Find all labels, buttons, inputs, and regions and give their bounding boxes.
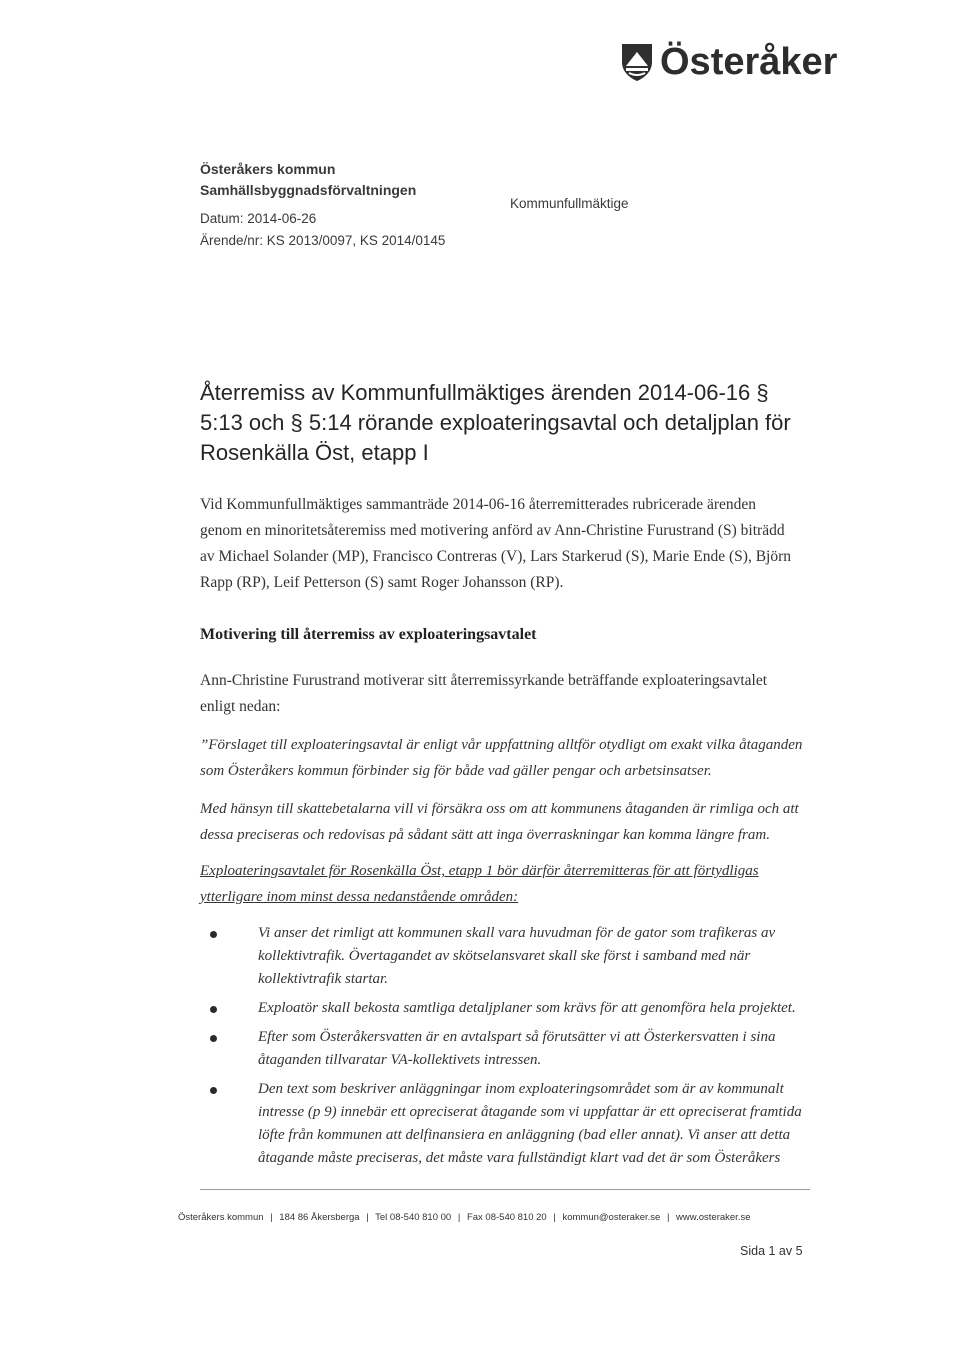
coat-of-arms-icon <box>620 42 654 82</box>
list-item: Efter som Österåkersvatten är en avtalspart så förutsätter vi att Österkersvatten i sina åtaganden tillvaratar VA-kollektivets intressen. <box>200 1026 810 1072</box>
footer-address: 184 86 Åkersberga <box>279 1212 360 1223</box>
motivation-intro: Ann-Christine Furustrand motiverar sitt återremissyrkande beträffande exploateringsavtalet enligt nedan: <box>200 672 768 715</box>
bullet-icon <box>210 931 217 938</box>
footer-website: www.osteraker.se <box>676 1212 751 1223</box>
document-title: Återremiss av Kommunfullmäktiges ärenden 2014-06-16 § 5:13 och § 5:14 rörande exploateringsavtal och detaljplan för Rosenkälla Öst, etapp I <box>200 380 791 465</box>
list-item: Den text som beskriver anläggningar inom exploateringsområdet som är av kommunalt intresse (p 9) innebär ett opreciserat åtagande som vi uppfattar är ett opreciserat framtida löfte från kommunen att delfinansiera en anläggning (bad eller annat). Vi anser att detta åtagande måste preciseras, det måste vara fullständigt klart vad det är som Österåkers <box>200 1078 810 1170</box>
case-number: Ärende/nr: KS 2013/0097, KS 2014/0145 <box>200 233 446 248</box>
sender-organization: Österåkers kommun <box>200 161 336 177</box>
bullet-icon <box>210 1006 217 1013</box>
bullet-icon <box>210 1087 217 1094</box>
intro-paragraph: Vid Kommunfullmäktiges sammanträde 2014-06-16 återremitterades rubricerade ärenden genom en minoritetsåteremiss med motivering anförd av Ann-Christine Furustrand (S) biträdd av Michael Solander (MP), Francisco Contreras (V), Lars Starkerud (S), Marie Ende (S), Björn Rapp (RP), Leif Petterson (S) samt Roger Johansson (RP). <box>200 496 791 591</box>
section-heading: Motivering till återremiss av exploateringsavtalet <box>200 626 537 643</box>
quote-paragraph: Med hänsyn till skattebetalarna vill vi försäkra oss om att kommunens åtaganden är rimliga och att dessa preciseras och redovisas på sådant sätt att inga överraskningar kan komma längre fram. <box>200 801 799 843</box>
footer-email: kommun@osteraker.se <box>562 1212 661 1223</box>
footer-phone: Tel 08-540 810 00 <box>375 1212 452 1223</box>
bullet-icon <box>210 1035 217 1042</box>
municipality-logo <box>620 42 837 82</box>
footer-separator: | <box>366 1212 369 1223</box>
list-item: Vi anser det rimligt att kommunen skall vara huvudman för de gator som trafikeras av kollektivtrafik. Övertagandet av skötselansvaret skall ske först i samband med när kollektivtrafik startar. <box>200 922 810 991</box>
footer-org: Österåkers kommun <box>178 1212 264 1223</box>
footer-divider <box>200 1189 810 1190</box>
list-item: Exploatör skall bekosta samtliga detaljplaner som krävs för att genomföra hela projektet. <box>200 997 810 1020</box>
quote-paragraph: ”Förslaget till exploateringsavtal är enligt vår uppfattning alltför otydligt om exakt vilka åtaganden som Österåkers kommun förbinder sig för både vad gäller pengar och arbetsinsatser. <box>200 737 803 779</box>
footer-separator: | <box>553 1212 556 1223</box>
logo-wordmark: Österåker <box>660 41 838 83</box>
footer-separator: | <box>666 1212 670 1223</box>
recipient: Kommunfullmäktige <box>510 196 629 211</box>
footer-contact <box>178 1212 818 1223</box>
quote-paragraph-underlined: Exploateringsavtalet för Rosenkälla Öst, etapp 1 bör därför återremitteras för att förtydligas ytterligare inom minst dessa nedanstående områden: <box>200 863 759 905</box>
footer-separator: | <box>457 1212 461 1223</box>
page-number: Sida 1 av 5 <box>740 1244 803 1258</box>
document-date: Datum: 2014-06-26 <box>200 211 317 226</box>
sender-department: Samhällsbyggnadsförvaltningen <box>200 182 417 198</box>
footer-fax: Fax 08-540 810 20 <box>466 1212 547 1223</box>
footer-separator: | <box>270 1212 273 1223</box>
demands-list <box>200 922 810 1176</box>
